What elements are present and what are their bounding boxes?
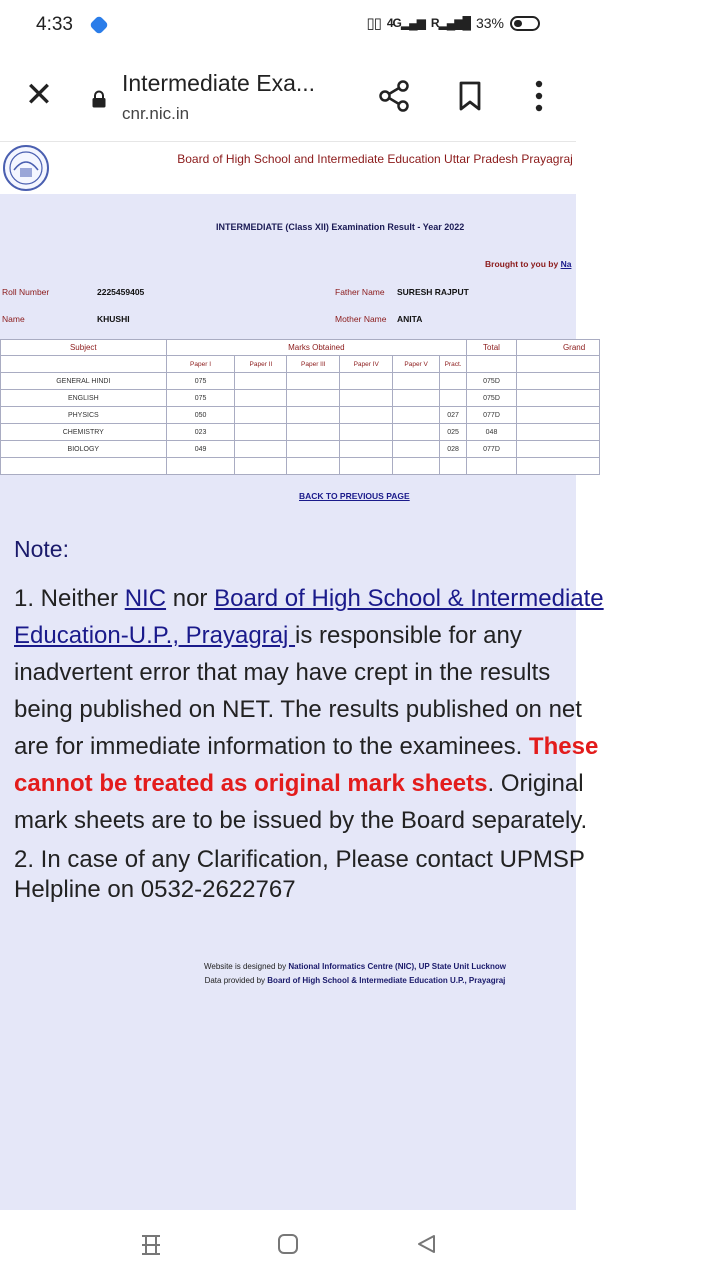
note-2: 2. In case of any Clarification, Please contact UPMSP Helpline on 0532-2622767: [14, 846, 585, 903]
paper-cell: [235, 373, 287, 390]
roll-number-label: Roll Number: [2, 287, 50, 297]
paper-cell: [393, 390, 440, 407]
recent-apps-icon[interactable]: [140, 1234, 162, 1256]
paper-cell: [287, 441, 340, 458]
father-name-label: Father Name: [335, 287, 385, 297]
marks-table: [0, 339, 600, 475]
paper-cell: [340, 441, 393, 458]
table-row: [1, 424, 600, 441]
paper-cell: 075: [166, 373, 235, 390]
paper-header: Paper II: [235, 356, 287, 373]
note-1: [14, 580, 614, 839]
cellular-signal-icon: R▂▄▆█: [430, 16, 470, 30]
brought-link[interactable]: Na: [560, 259, 572, 269]
subject-cell: ENGLISH: [1, 390, 167, 407]
blank-cell: [287, 458, 340, 475]
pract-cell: 027: [440, 407, 467, 424]
paper-cell: [340, 373, 393, 390]
footer-line-2: [0, 974, 710, 988]
carrier-tag: R: [430, 16, 439, 30]
subject-cell: CHEMISTRY: [1, 424, 167, 441]
table-row-empty: [1, 458, 600, 475]
paper-cell: [340, 390, 393, 407]
note1-prefix: 1. Neither: [14, 585, 125, 612]
blank-cell: [440, 458, 467, 475]
pract-cell: 025: [440, 424, 467, 441]
mother-name-value: ANITA: [397, 314, 423, 324]
paper-cell: [340, 407, 393, 424]
grand-cell: [516, 407, 599, 424]
blank-cell: [166, 458, 235, 475]
blank-cell: [1, 458, 167, 475]
blank-cell: [516, 458, 599, 475]
blank-cell: [393, 458, 440, 475]
paper-cell: [340, 424, 393, 441]
paper-cell: [235, 424, 287, 441]
grand-total-header: Grand: [516, 340, 599, 356]
total-header: Total: [467, 340, 517, 356]
paper-cell: [393, 424, 440, 441]
site-header: [0, 142, 576, 194]
back-to-previous-link[interactable]: BACK TO PREVIOUS PAGE: [299, 491, 410, 501]
network-signal-icon: 4G▂▄▆: [386, 16, 425, 30]
note1-suffix: . Original mark sheets are to be issued by the Board separately.: [14, 770, 588, 834]
blank-cell: [235, 458, 287, 475]
total-cell: 075D: [467, 390, 517, 407]
pract-cell: 028: [440, 441, 467, 458]
brought-to-you: [485, 259, 571, 269]
paper-cell: [393, 373, 440, 390]
note1-warning: These cannot be treated as original mark sheets: [14, 733, 599, 797]
paper-cell: [287, 424, 340, 441]
network-type: 4G: [386, 16, 401, 30]
grand-cell: [516, 441, 599, 458]
battery-percent: 33%: [475, 15, 504, 31]
marks-obtained-header: Marks Obtained: [166, 340, 466, 356]
status-indicators: [366, 14, 540, 32]
footer-line1-bold: National Informatics Centre (NIC), UP State Unit Lucknow: [288, 962, 506, 971]
total-cell: 048: [467, 424, 517, 441]
paper-header: Paper IV: [340, 356, 393, 373]
paper-cell: [287, 390, 340, 407]
site-footer: [0, 960, 710, 988]
bookmark-icon[interactable]: [456, 80, 484, 112]
paper-cell: [287, 373, 340, 390]
browser-toolbar: [0, 50, 576, 142]
lock-icon[interactable]: [90, 90, 108, 108]
total-cell: 075D: [467, 373, 517, 390]
app-notification-icon: [89, 15, 109, 35]
name-label: Name: [2, 314, 25, 324]
battery-icon: [510, 16, 540, 31]
brought-prefix: Brought to you by: [485, 259, 559, 269]
paper-cell: [287, 407, 340, 424]
status-bar: [0, 0, 576, 50]
home-icon[interactable]: [278, 1234, 298, 1254]
note1-middle: is responsible for any inadvertent error that may have crept in the results being published on NET. The results published on net are for immediate information to the examinees.: [14, 622, 582, 760]
vibrate-icon: ▯▯: [366, 15, 381, 32]
share-icon[interactable]: [376, 78, 412, 114]
grand-cell: [516, 424, 599, 441]
paper-cell: [235, 441, 287, 458]
page-title: Intermediate Exa...: [122, 70, 316, 96]
board-logo: [0, 144, 54, 192]
more-options-icon[interactable]: [530, 78, 548, 114]
subject-cell: PHYSICS: [1, 407, 167, 424]
paper-header: Paper I: [166, 356, 235, 373]
blank-cell: [516, 356, 599, 373]
total-cell: 077D: [467, 441, 517, 458]
board-link[interactable]: Board of High School & Intermediate Education-U.P., Prayagraj: [14, 585, 604, 649]
board-name: Board of High School and Intermediate Education Uttar Pradesh Prayagraj: [177, 152, 573, 166]
footer-line2-bold: Board of High School & Intermediate Education U.P., Prayagraj: [267, 976, 506, 985]
back-icon[interactable]: [415, 1233, 437, 1255]
paper-header: Paper III: [287, 356, 340, 373]
note1-nor: nor: [166, 585, 215, 612]
status-time: 4:33: [36, 14, 73, 35]
blank-cell: [467, 458, 517, 475]
nic-link[interactable]: NIC: [124, 585, 167, 612]
subject-cell: BIOLOGY: [1, 441, 167, 458]
blank-cell: [340, 458, 393, 475]
paper-header: Pract.: [440, 356, 467, 373]
paper-cell: [235, 390, 287, 407]
mother-name-label: Mother Name: [335, 314, 387, 324]
table-row: [1, 390, 600, 407]
paper-cell: 023: [166, 424, 235, 441]
subject-cell: GENERAL HINDI: [1, 373, 167, 390]
system-nav-bar: [0, 1210, 576, 1280]
roll-number-value: 2225459405: [97, 287, 145, 297]
paper-cell: [235, 407, 287, 424]
table-row: [1, 441, 600, 458]
footer-line2-prefix: Data provided by: [204, 976, 268, 985]
page-url[interactable]: cnr.nic.in: [122, 104, 190, 123]
name-value: KHUSHI: [97, 314, 130, 324]
subject-header: Subject: [1, 340, 167, 356]
footer-line1-prefix: Website is designed by: [204, 962, 289, 971]
paper-cell: [393, 407, 440, 424]
father-name-value: SURESH RAJPUT: [397, 287, 469, 297]
paper-header: Paper V: [393, 356, 440, 373]
close-icon[interactable]: ✕: [24, 76, 54, 114]
web-content: [0, 142, 604, 1210]
grand-cell: [516, 373, 599, 390]
table-row: [1, 373, 600, 390]
paper-cell: [393, 441, 440, 458]
paper-cell: 049: [166, 441, 235, 458]
table-row: [1, 407, 600, 424]
paper-cell: 050: [166, 407, 235, 424]
pract-cell: [440, 390, 467, 407]
pract-cell: [440, 373, 467, 390]
blank-cell: [1, 356, 167, 373]
total-cell: 077D: [467, 407, 517, 424]
grand-cell: [516, 390, 599, 407]
exam-title: INTERMEDIATE (Class XII) Examination Result - Year 2022: [216, 222, 465, 232]
note-title: Note:: [14, 536, 69, 562]
paper-cell: 075: [166, 390, 235, 407]
footer-line-1: [0, 960, 710, 974]
blank-cell: [467, 356, 517, 373]
